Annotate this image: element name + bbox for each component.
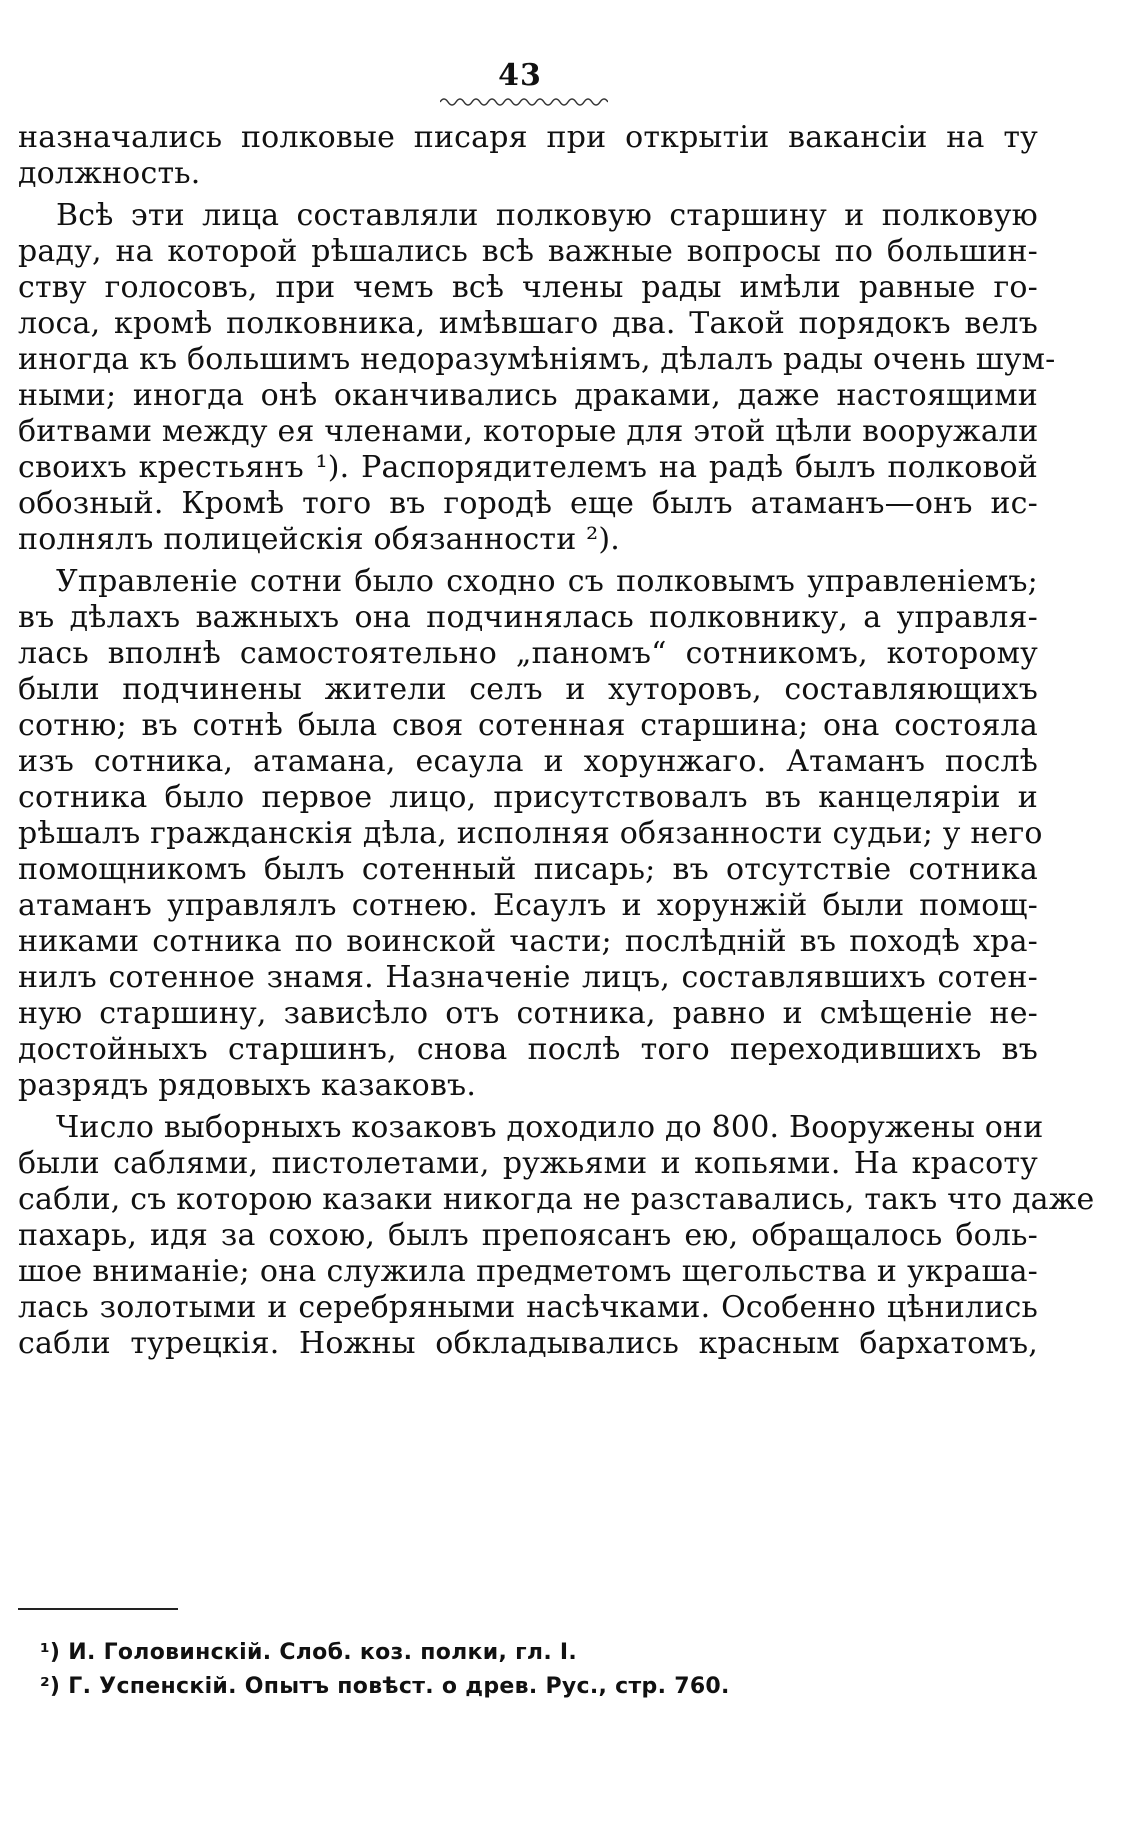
text-line: рѣшалъ гражданскія дѣла, исполняя обязанности судьи; у него <box>18 816 1043 851</box>
text-line: сотню; въ сотнѣ была своя сотенная старшина; она состояла <box>18 708 1038 743</box>
text-line: помощникомъ былъ сотенный писарь; въ отсутствіе сотника <box>18 852 1038 887</box>
text-line: битвами между ея членами, которые для этой цѣли вооружали <box>18 414 1039 449</box>
text-line: Всѣ эти лица составляли полковую старшину и полковую <box>56 198 1038 233</box>
text-line: Число выборныхъ козаковъ доходило до 800. Вооружены они <box>56 1110 1044 1145</box>
text-line: пахарь, идя за сохою, былъ препоясанъ ею, обращалось боль- <box>18 1218 1038 1253</box>
text-line: ную старшину, зависѣло отъ сотника, равно и смѣщеніе не- <box>18 996 1038 1031</box>
text-line: сотника было первое лицо, присутствовалъ въ канцеляріи и <box>18 780 1038 815</box>
text-line: полнялъ полицейскія обязанности ²). <box>18 522 621 557</box>
text-line: были саблями, пистолетами, ружьями и копьями. На красоту <box>18 1146 1038 1181</box>
text-line: своихъ крестьянъ ¹). Распорядителемъ на радѣ былъ полковой <box>18 450 1038 485</box>
footnote: ¹) И. Головинскій. Слоб. коз. полки, гл. I. <box>40 1640 578 1665</box>
wavy-ornament <box>440 96 608 108</box>
text-line: въ дѣлахъ важныхъ она подчинялась полковнику, а управля- <box>18 600 1038 635</box>
text-line: раду, на которой рѣшались всѣ важные вопросы по большин- <box>18 234 1038 269</box>
text-line: ству голосовъ, при чемъ всѣ члены рады имѣли равные го- <box>18 270 1038 305</box>
text-line: сабли турецкія. Ножны обкладывались красным бархатомъ, <box>18 1326 1038 1361</box>
text-line: назначались полковые писаря при открытіи вакансіи на ту <box>18 120 1038 155</box>
text-line: должность. <box>18 156 201 191</box>
text-line: иногда къ большимъ недоразумѣніямъ, дѣлалъ рады очень шум- <box>18 342 1056 377</box>
text-line: нилъ сотенное знамя. Назначеніе лицъ, составлявшихъ сотен- <box>18 960 1038 995</box>
text-line: достойныхъ старшинъ, снова послѣ того переходившихъ въ <box>18 1032 1038 1067</box>
text-line: ными; иногда онѣ оканчивались драками, даже настоящими <box>18 378 1038 413</box>
text-line: атаманъ управлялъ сотнею. Есаулъ и хорунжій были помощ- <box>18 888 1038 923</box>
text-line: были подчинены жители селъ и хуторовъ, составляющихъ <box>18 672 1038 707</box>
text-line: обозный. Кромѣ того въ городѣ еще былъ атаманъ—онъ ис- <box>18 486 1038 521</box>
text-line: лоса, кромѣ полковника, имѣвшаго два. Такой порядокъ велъ <box>18 306 1038 341</box>
text-line: сабли, съ которою казаки никогда не разставались, такъ что даже <box>18 1182 1095 1217</box>
text-line: лась золотыми и серебряными насѣчками. Особенно цѣнились <box>18 1290 1038 1325</box>
footnote-divider <box>18 1608 178 1610</box>
footnote: ²) Г. Успенскій. Опытъ повѣст. о древ. Рус., стр. 760. <box>40 1674 730 1699</box>
text-line: никами сотника по воинской части; послѣдній въ походѣ хра- <box>18 924 1038 959</box>
text-line: изъ сотника, атамана, есаула и хорунжаго. Атаманъ послѣ <box>18 744 1038 779</box>
text-line: Управленіе сотни было сходно съ полковымъ управленіемъ; <box>56 564 1038 599</box>
text-line: шое вниманіе; она служила предметомъ щегольства и украша- <box>18 1254 1038 1289</box>
page-number: 43 <box>498 58 542 93</box>
text-line: разрядъ рядовыхъ казаковъ. <box>18 1068 477 1103</box>
text-line: лась вполнѣ самостоятельно „паномъ“ сотникомъ, которому <box>18 636 1038 671</box>
